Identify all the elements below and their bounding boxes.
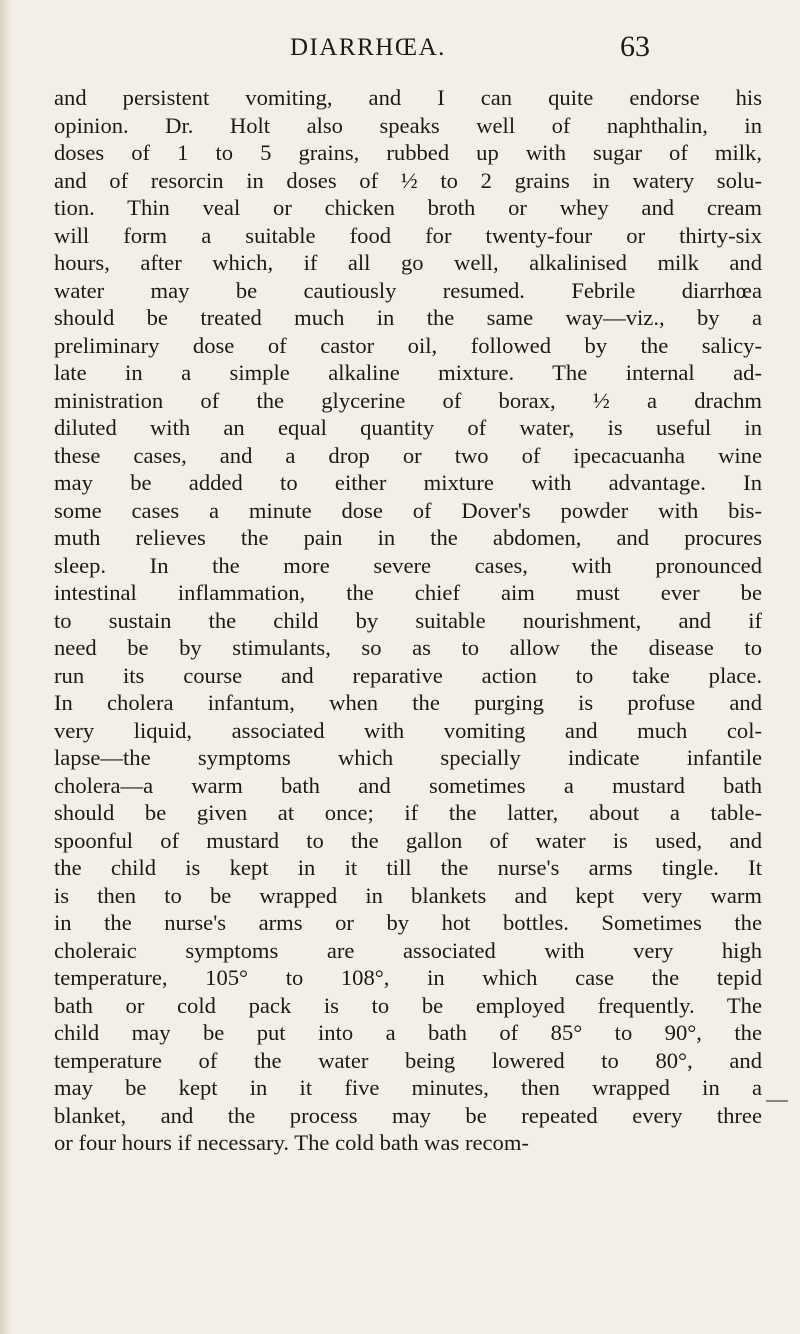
body-text bbox=[54, 84, 762, 1157]
text-line: should be treated much in the same way—viz., by a bbox=[54, 305, 762, 330]
text-line: very liquid, associated with vomiting and much col- bbox=[54, 717, 762, 743]
text-line: bath or cold pack is to be employed frequently. The bbox=[54, 992, 762, 1018]
text-line: blanket, and the process may be repeated every three bbox=[54, 1102, 762, 1128]
text-line: tion. Thin veal or chicken broth or whey and cream bbox=[54, 195, 762, 220]
text-line: ministration of the glycerine of borax, ½ a drachm bbox=[54, 387, 762, 413]
margin-dash-mark bbox=[766, 1100, 788, 1102]
text-line: hours, after which, if all go well, alkalinised milk and bbox=[54, 250, 762, 275]
page-header bbox=[0, 30, 800, 70]
text-line: diluted with an equal quantity of water, is useful in bbox=[54, 415, 762, 440]
text-line: choleraic symptoms are associated with very high bbox=[54, 937, 762, 963]
text-line: and persistent vomiting, and I can quite endorse his bbox=[54, 85, 762, 110]
running-title: DIARRHŒA. bbox=[290, 34, 446, 61]
text-line: opinion. Dr. Holt also speaks well of naphthalin, in bbox=[54, 112, 762, 138]
text-line: intestinal inflammation, the chief aim must ever be bbox=[54, 580, 762, 605]
text-line: run its course and reparative action to take place. bbox=[54, 662, 762, 688]
text-line: temperature, 105° to 108°, in which case the tepid bbox=[54, 965, 762, 990]
text-line: need be by stimulants, so as to allow the disease to bbox=[54, 635, 762, 660]
text-line: lapse—the symptoms which specially indicate infantile bbox=[54, 745, 762, 770]
text-line: muth relieves the pain in the abdomen, and procures bbox=[54, 525, 762, 550]
text-line: some cases a minute dose of Dover's powder with bis- bbox=[54, 497, 762, 523]
text-line: may be kept in it five minutes, then wrapped in a bbox=[54, 1075, 762, 1100]
text-line: will form a suitable food for twenty-four or thirty-six bbox=[54, 222, 762, 248]
text-line: doses of 1 to 5 grains, rubbed up with sugar of milk, bbox=[54, 140, 762, 165]
text-line: water may be cautiously resumed. Febrile diarrhœa bbox=[54, 277, 762, 303]
text-line: In cholera infantum, when the purging is profuse and bbox=[54, 690, 762, 715]
text-line: to sustain the child by suitable nourishment, and if bbox=[54, 607, 762, 633]
text-line: or four hours if necessary. The cold bath was recom- bbox=[54, 1130, 529, 1155]
text-line: should be given at once; if the latter, about a table- bbox=[54, 800, 762, 825]
text-line: sleep. In the more severe cases, with pronounced bbox=[54, 552, 762, 578]
text-line: may be added to either mixture with advantage. In bbox=[54, 470, 762, 495]
text-line: and of resorcin in doses of ½ to 2 grains in watery solu- bbox=[54, 167, 762, 193]
text-line: the child is kept in it till the nurse's arms tingle. It bbox=[54, 855, 762, 880]
text-line: spoonful of mustard to the gallon of water is used, and bbox=[54, 827, 762, 853]
text-line: preliminary dose of castor oil, followed by the salicy- bbox=[54, 332, 762, 358]
page-number: 63 bbox=[620, 30, 650, 63]
text-line: child may be put into a bath of 85° to 90°, the bbox=[54, 1020, 762, 1045]
page-gutter-shadow bbox=[0, 0, 14, 1334]
text-line: these cases, and a drop or two of ipecacuanha wine bbox=[54, 442, 762, 468]
text-line: late in a simple alkaline mixture. The internal ad- bbox=[54, 360, 762, 385]
text-line: cholera—a warm bath and sometimes a mustard bath bbox=[54, 772, 762, 798]
text-line: in the nurse's arms or by hot bottles. Sometimes the bbox=[54, 910, 762, 935]
text-line: temperature of the water being lowered to 80°, and bbox=[54, 1047, 762, 1073]
text-line: is then to be wrapped in blankets and kept very warm bbox=[54, 882, 762, 908]
